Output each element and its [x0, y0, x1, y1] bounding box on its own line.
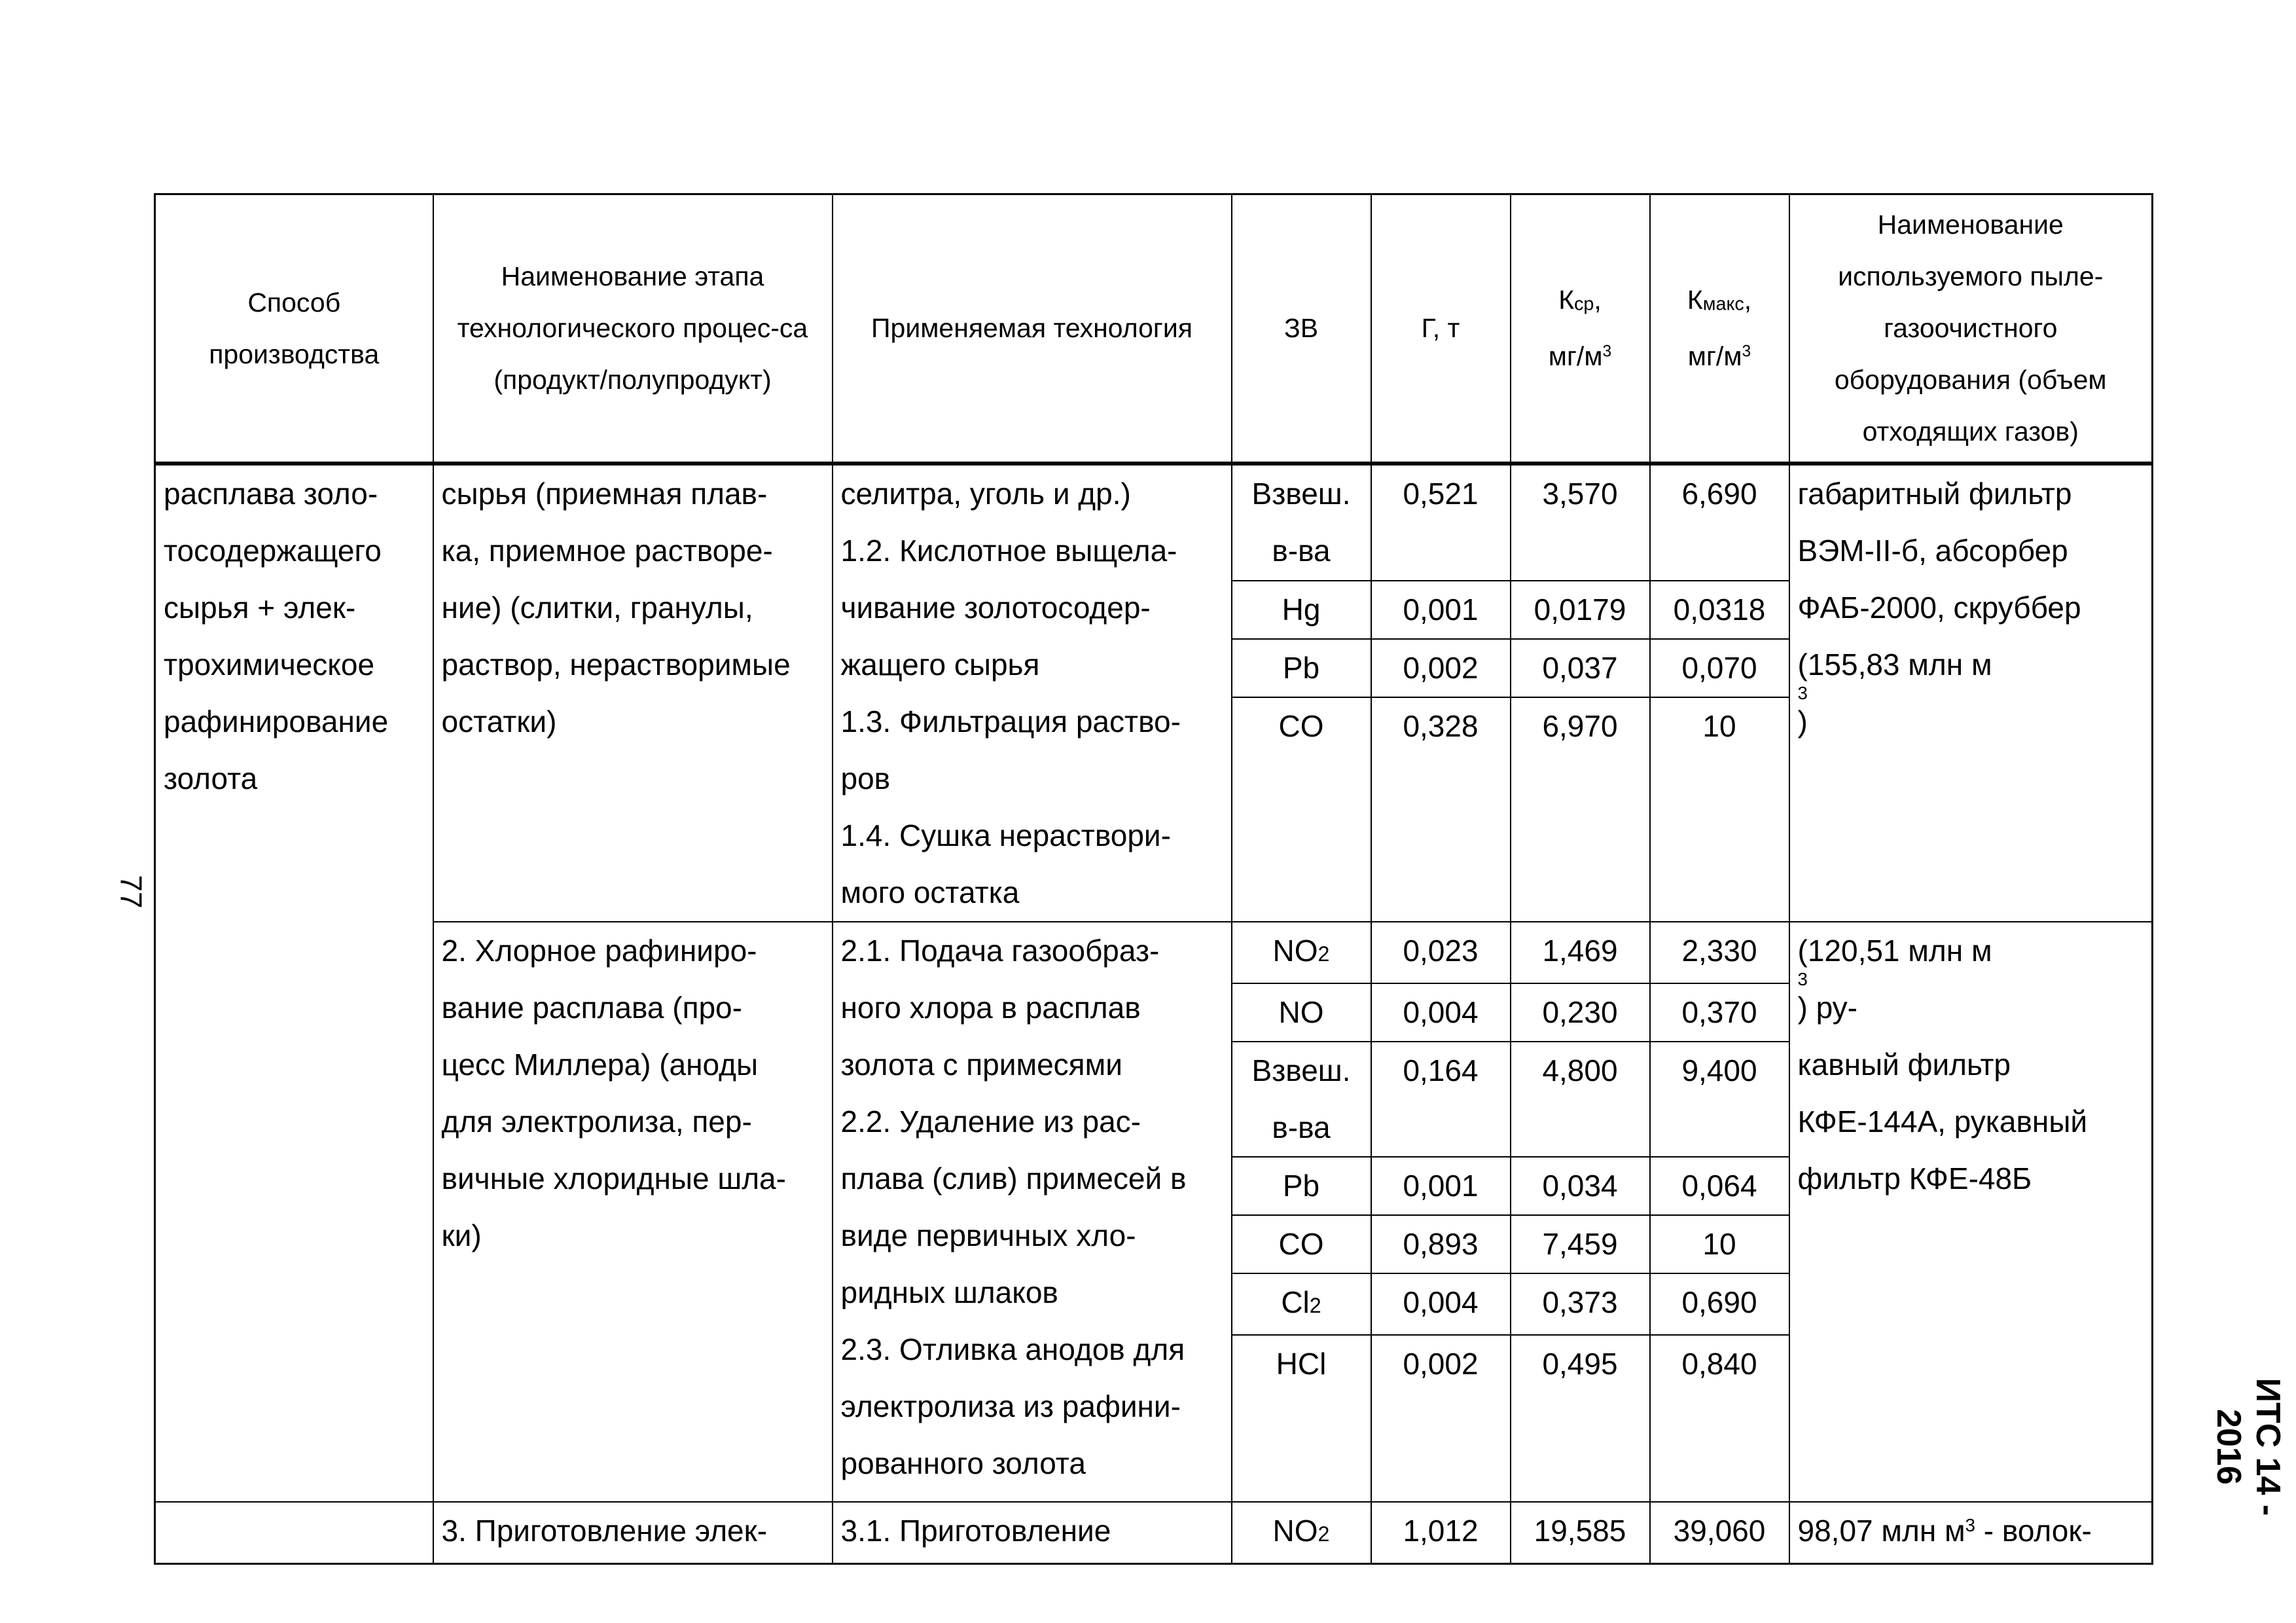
- k-max-cell: 9,400: [1650, 1042, 1789, 1157]
- pollutant-cell: NO2: [1232, 922, 1371, 983]
- page-number: 77: [114, 875, 149, 909]
- k-max-cell: 39,060: [1650, 1502, 1789, 1564]
- pollutant-cell: CO: [1232, 697, 1371, 922]
- k-avg-unit-sup: 3: [1602, 342, 1612, 361]
- k-max-cell: 6,690: [1650, 464, 1789, 581]
- g-cell: 0,001: [1371, 1157, 1511, 1215]
- k-max-cell: 0,0318: [1650, 581, 1789, 639]
- k-avg-cell: 7,459: [1511, 1215, 1650, 1273]
- k-avg-cell: 6,970: [1511, 697, 1650, 922]
- document-code: ИТС 14 - 2016: [2210, 1377, 2287, 1516]
- k-max-cell: 0,840: [1650, 1335, 1789, 1502]
- stage-cell: сырья (приемная плав- ка, приемное растворе- ние) (слитки, гранулы, раствор, нерастворимые остатки): [433, 464, 833, 922]
- g-cell: 0,893: [1371, 1215, 1511, 1273]
- k-avg-cell: 0,037: [1511, 639, 1650, 697]
- stage-cell: 2. Хлорное рафиниро- вание расплава (про- цесс Миллера) (аноды для электролиза, пер- вичные хлоридные шла- ки): [433, 922, 833, 1502]
- k-max-cell: 0,064: [1650, 1157, 1789, 1215]
- header-k-max: Кмакс, $мг/м^3$: [1650, 194, 1789, 464]
- k-avg-cell: 1,469: [1511, 922, 1650, 983]
- pollutant-cell: CO: [1232, 1215, 1371, 1273]
- pollutant-cell: Взвеш. в-ва: [1232, 464, 1371, 581]
- header-pollutant: ЗВ: [1232, 194, 1371, 464]
- table-row: [155, 1502, 2153, 1564]
- g-cell: 0,328: [1371, 697, 1511, 922]
- k-max-unit-sup: 3: [1742, 342, 1751, 361]
- g-cell: 0,002: [1371, 1335, 1511, 1502]
- g-cell: 1,012: [1371, 1502, 1511, 1564]
- pollutant-cell: HCl: [1232, 1335, 1371, 1502]
- header-g: Г, т: [1371, 194, 1511, 464]
- pollutant-cell: NO: [1232, 983, 1371, 1042]
- k-avg-cell: 3,570: [1511, 464, 1650, 581]
- equipment-cell: габаритный фильтр ВЭМ-II-б, абсорбер ФАБ-2000, скруббер (155,83 млн м 3 ): [1789, 464, 2153, 922]
- header-stage: Наименование этапа технологического процес-са (продукт/полупродукт): [433, 194, 833, 464]
- equipment-cell: 98,07 млн $м^3$ - волок-: [1789, 1502, 2153, 1564]
- header-equipment: Наименование используемого пыле-газоочистного оборудования (объем отходящих газов): [1789, 194, 2153, 464]
- k-max-cell: 0,070: [1650, 639, 1789, 697]
- k-avg-cell: 0,230: [1511, 983, 1650, 1042]
- k-max-cell: 2,330: [1650, 922, 1789, 983]
- k-avg-cell: 0,0179: [1511, 581, 1650, 639]
- g-cell: 0,004: [1371, 1273, 1511, 1335]
- header-technology: Применяемая технология: [833, 194, 1232, 464]
- g-cell: 0,002: [1371, 639, 1511, 697]
- technology-cell: 3.1. Приготовление: [833, 1502, 1232, 1564]
- technology-cell: 2.1. Подача газообраз- ного хлора в расплав золота с примесями 2.2. Удаление из рас- плава (слив) примесей в виде первичных хло- ридных шлаков 2.3. Отливка анодов для электролиза из рафини- рованного золота: [833, 922, 1232, 1502]
- pollutant-cell: Hg: [1232, 581, 1371, 639]
- k-avg-cell: 4,800: [1511, 1042, 1650, 1157]
- method-cell-empty: [155, 1502, 433, 1564]
- k-avg-unit: мг/м: [1548, 340, 1603, 371]
- k-max-unit: мг/м: [1687, 340, 1742, 371]
- table-row: [155, 464, 2153, 581]
- header-k-avg: Кср, $мг/м^3$: [1511, 194, 1650, 464]
- k-avg-cell: 0,034: [1511, 1157, 1650, 1215]
- pollutant-cell: Pb: [1232, 639, 1371, 697]
- pollutant-cell: Cl2: [1232, 1273, 1371, 1335]
- k-avg-cell: 0,373: [1511, 1273, 1650, 1335]
- g-cell: 0,164: [1371, 1042, 1511, 1157]
- table-header-row: [155, 194, 2153, 464]
- k-max-cell: 0,370: [1650, 983, 1789, 1042]
- pollutant-cell: Взвеш. в-ва: [1232, 1042, 1371, 1157]
- pollutant-cell: Pb: [1232, 1157, 1371, 1215]
- header-method: Способ производства: [155, 194, 433, 464]
- g-cell: 0,004: [1371, 983, 1511, 1042]
- k-max-subscript: макс: [1702, 293, 1744, 315]
- k-max-cell: 0,690: [1650, 1273, 1789, 1335]
- k-avg-cell: 0,495: [1511, 1335, 1650, 1502]
- technology-cell: селитра, уголь и др.) 1.2. Кислотное выщела- чивание золотосодер- жащего сырья 1.3. Фильтрация раство- ров 1.4. Сушка нераствори- мого остатка: [833, 464, 1232, 922]
- g-cell: 0,001: [1371, 581, 1511, 639]
- k-avg-symbol: К: [1558, 285, 1575, 316]
- pollutant-cell: NO2: [1232, 1502, 1371, 1564]
- k-max-cell: 10: [1650, 1215, 1789, 1273]
- table-row: [155, 922, 2153, 983]
- method-cell: расплава золо- тосодержащего сырья + элек- трохимическое рафинирование золота: [155, 464, 433, 1502]
- emissions-table: [154, 193, 2153, 1565]
- k-max-symbol: К: [1687, 285, 1703, 316]
- stage-cell: 3. Приготовление элек-: [433, 1502, 833, 1564]
- g-cell: 0,521: [1371, 464, 1511, 581]
- k-avg-subscript: ср: [1574, 293, 1594, 315]
- g-cell: 0,023: [1371, 922, 1511, 983]
- equipment-cell: (120,51 млн м 3 ) ру- кавный фильтр КФЕ-144А, рукавный фильтр КФЕ-48Б: [1789, 922, 2153, 1502]
- k-max-cell: 10: [1650, 697, 1789, 922]
- k-avg-cell: 19,585: [1511, 1502, 1650, 1564]
